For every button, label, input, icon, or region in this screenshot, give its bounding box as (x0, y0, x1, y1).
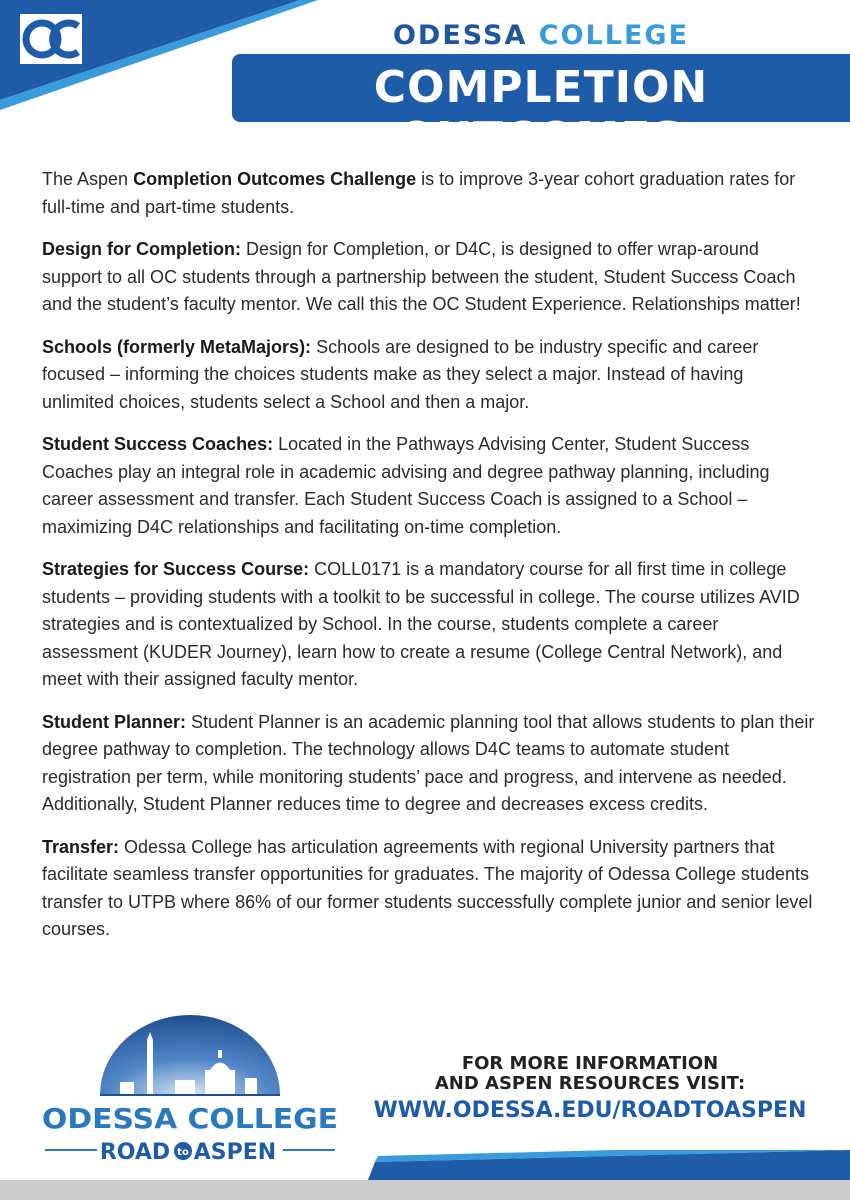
college-name-word2: COLLEGE (538, 20, 690, 51)
footer-stripe-decoration (0, 1150, 850, 1200)
college-name (232, 20, 850, 51)
footer-logo-road: ROAD (99, 1140, 171, 1165)
road-to-aspen-logo (35, 1010, 345, 1170)
intro-paragraph (42, 166, 817, 221)
resource-url-link[interactable]: WWW.ODESSA.EDU/ROADTOASPEN (373, 1098, 807, 1123)
section-heading: Strategies for Success Course: (42, 559, 310, 579)
section-heading: Schools (formerly MetaMajors): (42, 336, 312, 357)
section-text: Design for Completion, or D4C, is designed to offer wrap-around support to all OC students through a partnership between the student, Student Success Coach and the student’s faculty mentor. We call this the OC Student Experience. Relationships matter! (42, 239, 801, 314)
section-heading: Student Planner: (42, 711, 187, 732)
section-text: Located in the Pathways Advising Center, Student Success Coaches play an integral role in academic advising and degree pathway planning, including career assessment and transfer. Each Student Success Coach is assigned to a School – maximizing D4C relationships and facilitating on-time completion. (42, 434, 770, 537)
title-banner (232, 54, 850, 164)
footer-logo-aspen: ASPEN (193, 1140, 277, 1165)
section-design-for-completion (42, 236, 817, 319)
more-info-line1: FOR MORE INFORMATION (461, 1053, 719, 1074)
footer-logo-college: ODESSA COLLEGE (42, 1102, 338, 1135)
section-heading: Student Success Coaches: (42, 434, 274, 454)
footer-logo-to: to (177, 1147, 189, 1158)
more-info-text (365, 1054, 815, 1094)
section-text: Student Planner is an academic planning tool that allows students to plan their degree pathway to completion. The technology allows D4C teams to automate student registration per term, while monitoring students’ pace and progress, and intervene as needed. Additionally, Student Planner reduces time to degree and decreases excess credits. (42, 711, 815, 814)
section-text: COLL0171 is a mandatory course for all first time in college students – providing students with a toolkit to be successful in college. The course utilizes AVID strategies and is contextualized by School. In the course, students complete a career assessment (KUDER Journey), learn how to create a resume (College Central Network), and meet with their assigned faculty mentor. (42, 559, 800, 689)
oc-logo-icon (20, 14, 82, 64)
section-transfer (42, 834, 817, 944)
section-strategies-course (42, 556, 817, 694)
page-title: COMPLETION OUTCOMES (373, 62, 709, 164)
section-text: Schools are designed to be industry specific and career focused – informing the choices students make as they select a major. Instead of having unlimited choices, students select a School and then a major. (42, 336, 759, 412)
college-name-word1: ODESSA (392, 20, 528, 51)
section-text: Odessa College has articulation agreements with regional University partners that facilitate seamless transfer opportunities for graduates. The majority of Odessa College students transfer to UTPB where 86% of our former students successfully complete junior and senior level courses. (42, 836, 813, 939)
section-heading: Design for Completion: (42, 239, 241, 259)
section-success-coaches (42, 431, 817, 541)
more-info-line2: AND ASPEN RESOURCES VISIT: (434, 1073, 746, 1094)
intro-bold: Completion Outcomes Challenge (133, 169, 417, 189)
section-schools (42, 334, 817, 417)
section-student-planner (42, 709, 817, 819)
section-heading: Transfer: (42, 836, 120, 857)
intro-text-1: The Aspen (42, 169, 134, 189)
intro-text-2: is to improve 3-year cohort graduation rates for full-time and part-time students. (42, 169, 796, 217)
document-body (42, 166, 817, 959)
